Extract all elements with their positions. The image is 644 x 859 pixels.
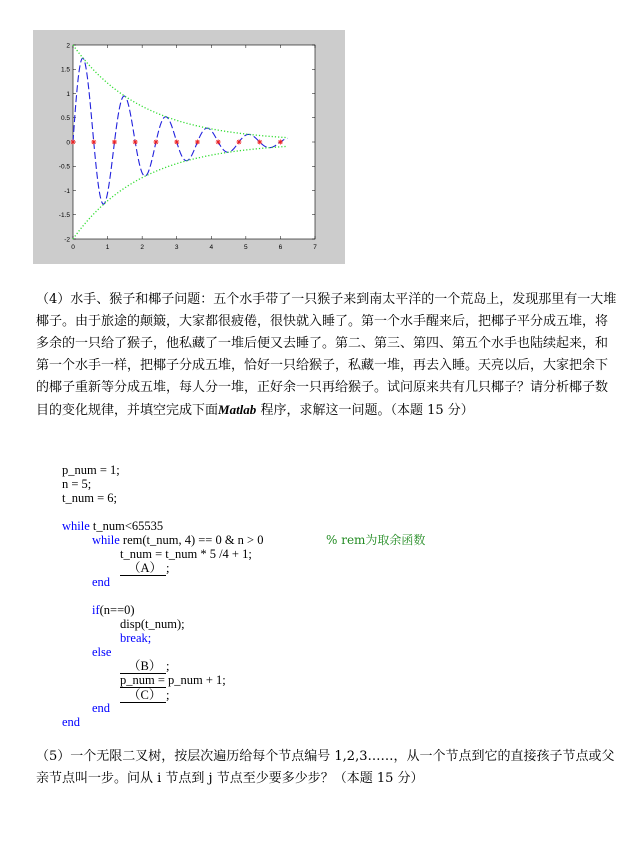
star-marker [174, 140, 179, 145]
semicolon: ; [166, 688, 170, 702]
y-tick-label: -0.5 [58, 163, 70, 171]
code-text: (n==0) [99, 603, 135, 617]
question-4-text: （4）水手、猴子和椰子问题：五个水手带了一只猴子来到南太平洋的一个荒岛上，发现那里有一大堆椰子。由于旅途的颠簸，大家都很疲倦，很快就入睡了。第一个水手醒来后，把椰子平分成五堆，将多余的一只给了猴子，他私藏了一堆后便又去睡了。第二、第三、第四、第五个水手也陆续起来，和第一个水手一样，把椰子分成五堆，恰好一只给猴子，私藏一堆，再去入睡。天亮以后，大家把余下的椰子重新等分成五堆，每人分一堆，正好余一只再给猴子。试问原来共有几只椰子？请分析椰子数目的变化规律，并填空完成下面 [36, 292, 617, 418]
code-line [120, 561, 169, 576]
y-tick-label: 0 [66, 139, 70, 147]
keyword: while [92, 533, 120, 547]
code-line: t_num = t_num * 5 /4 + 1; [120, 547, 252, 561]
code-text: rem(t_num, 4) == 0 & n > 0 [119, 533, 264, 547]
x-tick-label: 3 [174, 244, 179, 251]
code-line: break; [120, 631, 152, 645]
blank-c[interactable]: （C） [120, 687, 166, 703]
code-line: disp(t_num); [120, 617, 185, 631]
x-tick-label: 4 [209, 244, 214, 251]
x-tick-label: 6 [278, 244, 283, 251]
code-line [92, 603, 135, 617]
code-line [120, 673, 226, 687]
x-tick-label: 2 [140, 244, 144, 251]
keyword: if [92, 603, 100, 617]
question-4 [36, 289, 620, 422]
code-line [120, 687, 169, 703]
x-tick-label: 7 [313, 244, 317, 251]
y-tick-label: -1 [64, 187, 70, 195]
x-tick-label: 1 [105, 244, 110, 251]
code-line: end [92, 701, 111, 715]
keyword: while [62, 519, 90, 533]
code-line: end [92, 575, 111, 589]
blank-a[interactable]: （A） [120, 561, 166, 576]
y-tick-label: 1.5 [60, 66, 70, 74]
y-tick-label: -1.5 [58, 212, 70, 220]
star-marker [71, 140, 76, 145]
star-marker [91, 140, 96, 145]
y-tick-label: -2 [64, 236, 70, 244]
code-line: p_num = 1; [62, 463, 120, 477]
blank-b[interactable]: （B） [120, 659, 166, 674]
code-line: end [62, 715, 81, 729]
p-num-line: p_num = p_num + 1; [120, 673, 226, 687]
code-line [120, 659, 169, 674]
code-line [92, 533, 263, 547]
code-line: n = 5; [62, 477, 92, 491]
damped-oscillation-chart [33, 30, 345, 264]
question-5: （5）一个无限二叉树，按层次遍历给每个节点编号 1,2,3……，从一个节点到它的直接孩子节点或父亲节点叫一步。问从 i 节点到 j 节点至少要多少步？（本题 15 分） [36, 749, 615, 786]
y-tick-label: 1 [66, 90, 70, 98]
star-marker [236, 140, 241, 145]
star-marker [278, 140, 283, 145]
x-tick-label: 5 [244, 244, 248, 251]
star-marker [257, 140, 262, 145]
x-tick-label: 0 [71, 244, 75, 251]
y-tick-label: 0.5 [60, 115, 70, 123]
code-line: t_num = 6; [62, 491, 117, 505]
question-4-tail: 程序，求解这一问题。（本题 15 分） [256, 403, 474, 418]
code-text: t_num<65535 [89, 519, 164, 533]
star-marker [112, 140, 117, 145]
star-marker [216, 140, 221, 145]
code-line [62, 519, 163, 533]
y-tick-label: 2 [66, 42, 70, 50]
matlab-keyword: Matlab [218, 402, 257, 417]
semicolon: ; [166, 659, 170, 673]
code-line: else [92, 645, 112, 659]
code-comment: % rem为取余函数 [326, 533, 426, 547]
semicolon: ; [166, 561, 170, 575]
star-marker [153, 140, 158, 145]
star-marker [133, 140, 138, 145]
star-marker [195, 140, 200, 145]
